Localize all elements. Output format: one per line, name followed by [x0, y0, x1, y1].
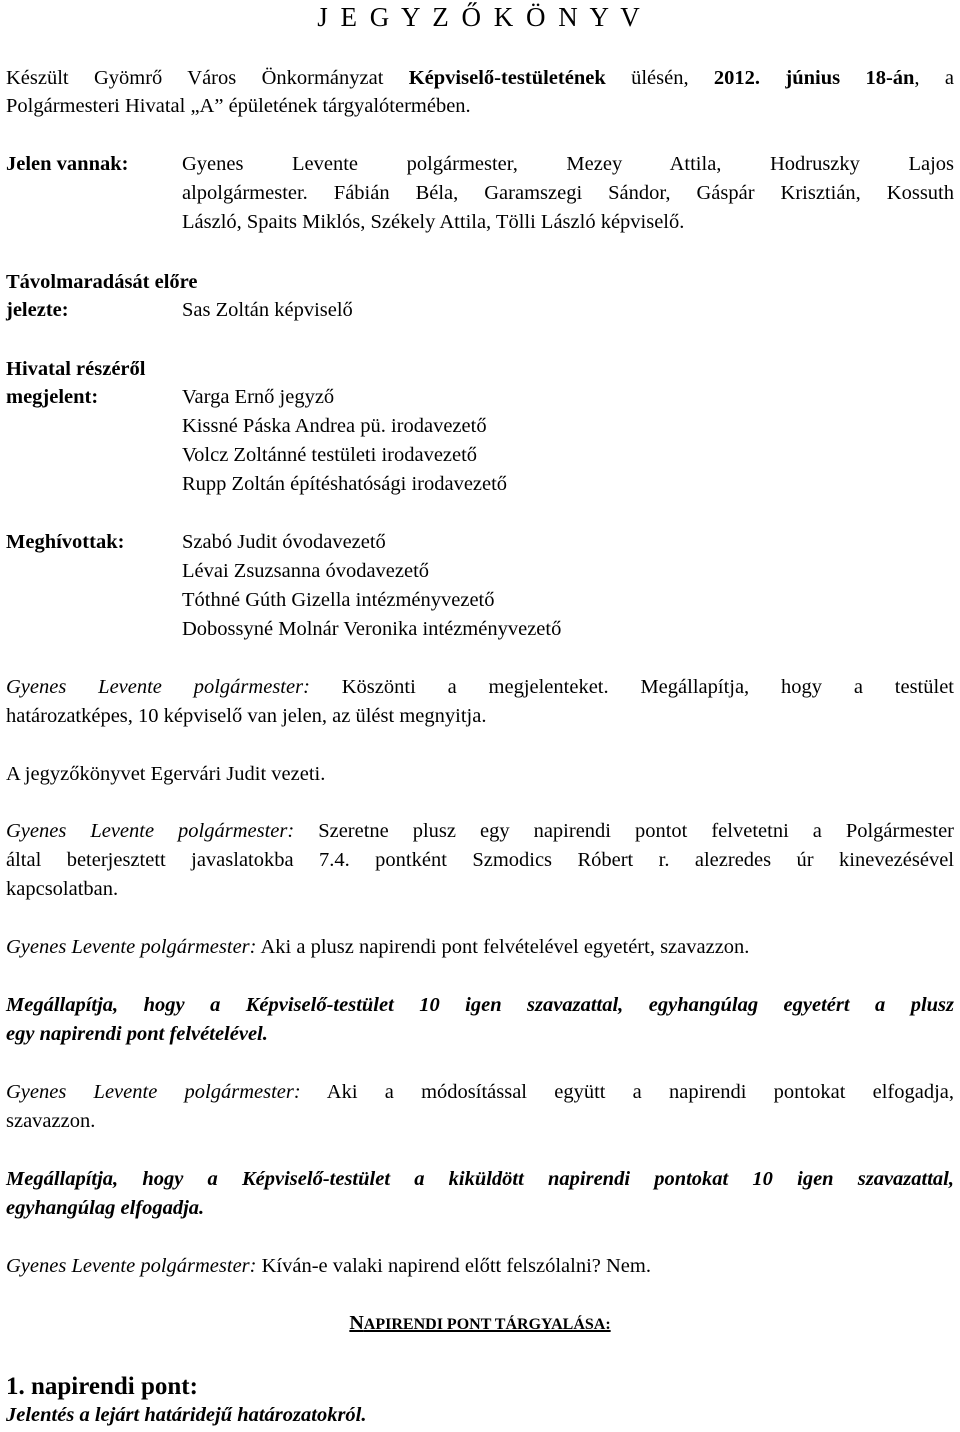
p3-text: Szeretne plusz egy napirendi pontot felvetetni a Polgármester	[294, 820, 954, 842]
intro-line-2: Polgármesteri Hivatal „A” épületének tárgyalótermében.	[6, 95, 471, 117]
r1-line-2: egy napirendi pont felvételével.	[6, 1023, 268, 1045]
p1-text: Köszönti a megjelenteket. Megállapítja, hogy a testület	[309, 676, 954, 698]
p3-line-2: által beterjesztett javaslatokba 7.4. pontként Szmodics Róbert r. alezredes úr kinevezésével	[6, 849, 954, 871]
speaker-name: Gyenes Levente polgármester:	[6, 1255, 257, 1277]
p5-line-1	[6, 1078, 954, 1106]
office-line-1: Varga Ernő jegyző	[182, 386, 335, 408]
p5-line-2: szavazzon.	[6, 1110, 96, 1132]
office-label-2: megjelent:	[6, 386, 99, 408]
p1-line-2: határozatképes, 10 képviselő van jelen, az ülést megnyitja.	[6, 705, 487, 727]
speaker-name: Gyenes Levente polgármester:	[6, 676, 310, 698]
present-line-2: alpolgármester. Fábián Béla, Garamszegi Sándor, Gáspár Krisztián, Kossuth	[182, 182, 954, 204]
invited-line-1: Szabó Judit óvodavezető	[182, 531, 386, 553]
p1-line-1	[6, 673, 954, 701]
speaker-name: Gyenes Levente polgármester:	[6, 1081, 301, 1103]
intro-text: , a	[914, 67, 954, 89]
office-line-3: Volcz Zoltánné testületi irodavezető	[182, 444, 478, 466]
r1-line-1: Megállapítja, hogy a Képviselő-testület 10 igen szavazattal, egyhangúlag egyetért a plusz	[6, 994, 954, 1016]
agenda-heading: 1. napirendi pont:	[6, 1373, 198, 1400]
intro-date: 2012. június 18-án	[713, 67, 915, 89]
present-line-3: László, Spaits Miklós, Székely Attila, Tölli László képviselő.	[182, 211, 685, 233]
present-label: Jelen vannak:	[6, 153, 129, 175]
p2-line: A jegyzőkönyvet Egervári Judit vezeti.	[6, 763, 326, 785]
p4-text: Aki a plusz napirendi pont felvételével egyetért, szavazzon.	[256, 936, 750, 958]
present-line-1: Gyenes Levente polgármester, Mezey Attila, Hodruszky Lajos	[182, 153, 954, 175]
office-line-2: Kissné Páska Andrea pü. irodavezető	[182, 415, 487, 437]
invited-line-2: Lévai Zsuzsanna óvodavezető	[182, 560, 430, 582]
absent-label-1: Távolmaradását előre	[6, 271, 198, 293]
p6-text: Kíván-e valaki napirend előtt felszólalni? Nem.	[256, 1255, 651, 1277]
agenda-subtitle: Jelentés a lejárt határidejű határozatokról.	[6, 1404, 367, 1426]
r2-line-1: Megállapítja, hogy a Képviselő-testület a kiküldött napirendi pontokat 10 igen szavazattal,	[6, 1168, 954, 1190]
invited-label: Meghívottak:	[6, 531, 125, 553]
absent-value: Sas Zoltán képviselő	[182, 299, 353, 321]
intro-line-1	[6, 64, 954, 92]
speaker-name: Gyenes Levente polgármester:	[6, 936, 257, 958]
p6-line	[6, 1252, 954, 1280]
intro-text: Készült Gyömrő Város Önkormányzat	[6, 67, 409, 89]
office-label-1: Hivatal részéről	[6, 358, 146, 380]
absent-label-2: jelezte:	[6, 299, 69, 321]
document-title: J E G Y Z Ő K Ö N Y V	[317, 2, 643, 32]
section-heading-initial: N	[349, 1312, 364, 1334]
office-line-4: Rupp Zoltán építéshatósági irodavezető	[182, 473, 508, 495]
p3-line-1	[6, 817, 954, 845]
invited-line-3: Tóthné Gúth Gizella intézményvezető	[182, 589, 495, 611]
speaker-name: Gyenes Levente polgármester:	[6, 820, 295, 842]
intro-body-name: Képviselő-testületének	[408, 67, 606, 89]
p4-line	[6, 933, 954, 961]
p3-line-3: kapcsolatban.	[6, 878, 119, 900]
section-heading-rest: APIRENDI PONT TÁRGYALÁSA:	[363, 1316, 611, 1333]
p5-text: Aki a módosítással együtt a napirendi pontokat elfogadja,	[300, 1081, 955, 1103]
r2-line-2: egyhangúlag elfogadja.	[6, 1197, 205, 1219]
intro-text: ülésén,	[605, 67, 714, 89]
invited-line-4: Dobossyné Molnár Veronika intézményvezető	[182, 618, 562, 640]
section-heading	[0, 1312, 960, 1335]
